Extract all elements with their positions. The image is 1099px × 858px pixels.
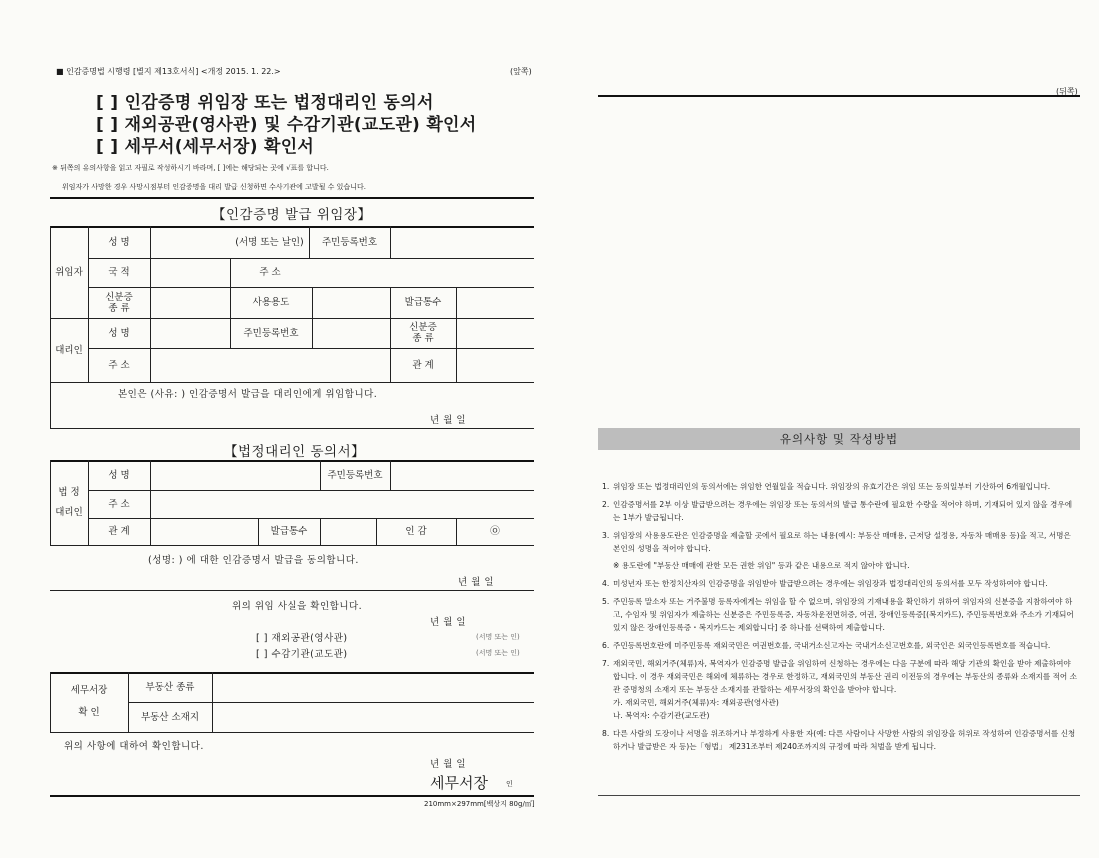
sign-hint: (서명 또는 날인) [235,236,304,248]
id-type-label [88,287,150,318]
prison-checkbox[interactable]: [ ] 수감기관(교도관) [256,649,348,660]
note-text: 주민등록 말소자 또는 거주불명 등록자에게는 위임을 할 수 없으며, 위임장의 기재내용을 확인하기 위하여 위임자의 신분증을 지참하여야 하고, 수임자 및 위임자가 제출하는 신분증은 주민등록증, 자동차운전면허증, 여권, 장애인등록증[(복지카드), 주민등록번호와 주소가 기재되어 있지 않은 장애인등록증・복지카드는 제외합니다] 중 하나를 선택하여 제출합니다. [613,597,1074,632]
prison-sign-hint: (서명 또는 인) [476,649,520,657]
property-location-label: 부동산 소재지 [140,711,200,723]
note-number: 6. [602,641,610,650]
confirm-date: 년 월 일 [430,617,467,628]
note-number: 1. [602,482,610,491]
guardian-relation-label: 관 계 [108,526,130,537]
tax-chief-label: 세무서장 [430,774,488,792]
note-text: 인감증명서를 2부 이상 발급받으려는 경우에는 위임장 또는 동의서의 발급 통수란에 필요한 수량을 적어야 하며, 기재되어 있지 않을 경우에는 1부가 발급됩니다. [613,500,1073,522]
nationality-label: 국 적 [108,267,130,278]
guardian-label-line2: 대리인 [55,506,83,518]
front-side-label: (앞쪽) [510,67,532,76]
id-type-label-line1: 신분증 [105,291,133,303]
note-number: 7. [602,659,610,668]
note-item [602,727,1077,753]
note-item [602,595,1077,634]
paper-spec: 210mm×297mm[백상지 80g/㎡] [424,800,535,808]
note-number: 5. [602,597,610,606]
tax-chief-seal: 인 [506,780,513,788]
note-text: 다른 사람의 도장이나 서명을 위조하거나 부정하게 사용한 자(예: 다른 사람이나 사망한 사람의 위임장을 허위로 작성하여 인감증명서를 신청하거나 발급받은 자 등)는「형법」 제231조부터 제240조까지의 규정에 따라 처벌을 받게 됩니다. [613,729,1076,751]
title-consulate-confirmation: [ ] 재외공관(영사관) 및 수감기관(교도관) 확인서 [96,115,477,135]
purpose-label: 사용용도 [252,297,290,308]
consulate-checkbox[interactable]: [ ] 재외공관(영사관) [256,633,348,644]
note-subtext: ※ 용도란에 "부동산 매매에 관한 모든 권한 위임" 등과 같은 내용으로 적지 않아야 합니다. [613,561,910,570]
agent-label: 대리인 [55,344,83,356]
agent-id-type-line1: 신분증 [409,322,437,333]
note-text: 위임장 또는 법정대리인의 동의서에는 위임한 연월일을 적습니다. 위임장의 유효기간은 위임 또는 동의일부터 기산하여 6개월입니다. [613,482,1051,491]
note-item [602,480,1077,493]
title-delegation: [ ] 인감증명 위임장 또는 법정대리인 동의서 [96,93,434,113]
note-number: 3. [602,531,610,540]
note-text: 주민등록번호란에 미주민등록 재외국민은 여권번호를, 국내거소신고자는 국내거소신고번호를, 외국인은 외국인등록번호를 적습니다. [613,641,1051,650]
delegation-heading: 【인감증명 발급 위임장】 [212,207,372,223]
notes-title-banner: 유의사항 및 작성방법 [598,428,1080,450]
delegator-rrn-label: 주민등록번호 [321,236,378,248]
note-number: 4. [602,579,610,588]
note-item [602,529,1077,572]
id-type-label-line2: 종 류 [108,302,130,314]
consulate-sign-hint: (서명 또는 인) [476,633,520,641]
title-tax-office-confirmation: [ ] 세무서(세무서장) 확인서 [96,137,315,157]
note-item [602,498,1077,524]
guardian-name-label: 성 명 [108,469,130,481]
note-item [602,657,1077,722]
agent-rrn-label: 주민등록번호 [243,327,299,339]
consent-date: 년 월 일 [458,577,495,588]
delegation-statement: 본인은 (사유: ) 인감증명서 발급을 대리인에게 위임합니다. [118,389,378,400]
guardian-rrn-label: 주민등록번호 [327,469,383,481]
intro-warning: 위임자가 사망한 경우 사망시점부터 인감증명을 대리 발급 신청하면 수사기관에 고발될 수 있습니다. [62,183,366,191]
copies-label: 발급통수 [404,297,442,308]
note-number: 8. [602,729,610,738]
tax-date: 년 월 일 [430,759,467,770]
intro-note: ※ 뒤쪽의 유의사항을 읽고 자필로 작성하시기 바라며, [ ]에는 해당되는 곳에 √표를 합니다. [52,164,329,172]
guardian-label-line1: 법 정 [58,486,80,498]
guardian-label [50,460,88,545]
note-number: 2. [602,500,610,509]
agent-address-label: 주 소 [108,359,130,371]
note-subtext: 나. 복역자: 수감기관(교도관) [613,711,710,720]
tax-office-label-line2: 확 인 [78,707,100,718]
delegator-address-label: 주 소 [259,267,281,278]
note-item [602,639,1077,652]
delegator-label: 위임자 [55,266,83,278]
form-reference: ■ 인감증명법 시행령 [별지 제13호서식] <개정 2015. 1. 22.> [56,67,281,76]
notes-list [602,480,1077,758]
tax-office-label-line1: 세무서장 [70,685,108,696]
seal-mark: ㉧ [490,526,500,537]
note-subtext: 가. 재외국민, 해외거주(체류)자: 재외공관(영사관) [613,698,779,707]
consent-heading: 【법정대리인 동의서】 [224,444,366,460]
guardian-address-label: 주 소 [108,498,130,510]
tax-statement: 위의 사항에 대하여 확인합니다. [64,741,204,752]
confirm-statement: 위의 위임 사실을 확인합니다. [232,601,363,612]
guardian-copies-label: 발급통수 [270,526,308,537]
agent-name-label: 성 명 [108,327,130,339]
relation-label: 관 계 [412,359,434,371]
note-text: 위임장의 사용용도란은 인감증명을 제출할 곳에서 필요로 하는 내용(예시: 부동산 매매용, 근저당 설정용, 자동차 매매용 등)을 적고, 서명은 본인의 성명을 적어야 합니다. [613,531,1071,553]
note-text: 미성년자 또는 한정치산자의 인감증명을 위임받아 발급받으려는 경우에는 위임장과 법정대리인의 동의서를 모두 작성하여야 합니다. [613,579,1048,588]
note-item [602,577,1077,590]
property-type-label: 부동산 종류 [145,681,195,693]
seal-label: 인 감 [405,526,427,537]
agent-id-type-line2: 종 류 [412,333,434,344]
consent-statement: (성명: ) 에 대한 인감증명서 발급을 동의합니다. [148,555,359,566]
delegator-name-label: 성 명 [108,236,130,248]
agent-id-type-label [390,318,456,348]
back-side-label: (뒤쪽) [1056,87,1078,96]
tax-office-label [50,672,128,732]
delegation-date: 년 월 일 [430,415,467,426]
note-text: 재외국민, 해외거주(체류)자, 복역자가 인감증명 발급을 위임하여 신청하는 경우에는 다음 구분에 따라 해당 기관의 확인을 받아 제출하여야 합니다. 이 경우 재외국민은 해외에 체류하는 경우로 한정하고, 재외국민의 부동산 권리 이전등의 경우에는 부동산의 종류와 소재지를 적어 소관 증명청의 소재지 또는 부동산 소재지를 관할하는 세무서장의 확인을 받아야 합니다. [613,659,1077,694]
